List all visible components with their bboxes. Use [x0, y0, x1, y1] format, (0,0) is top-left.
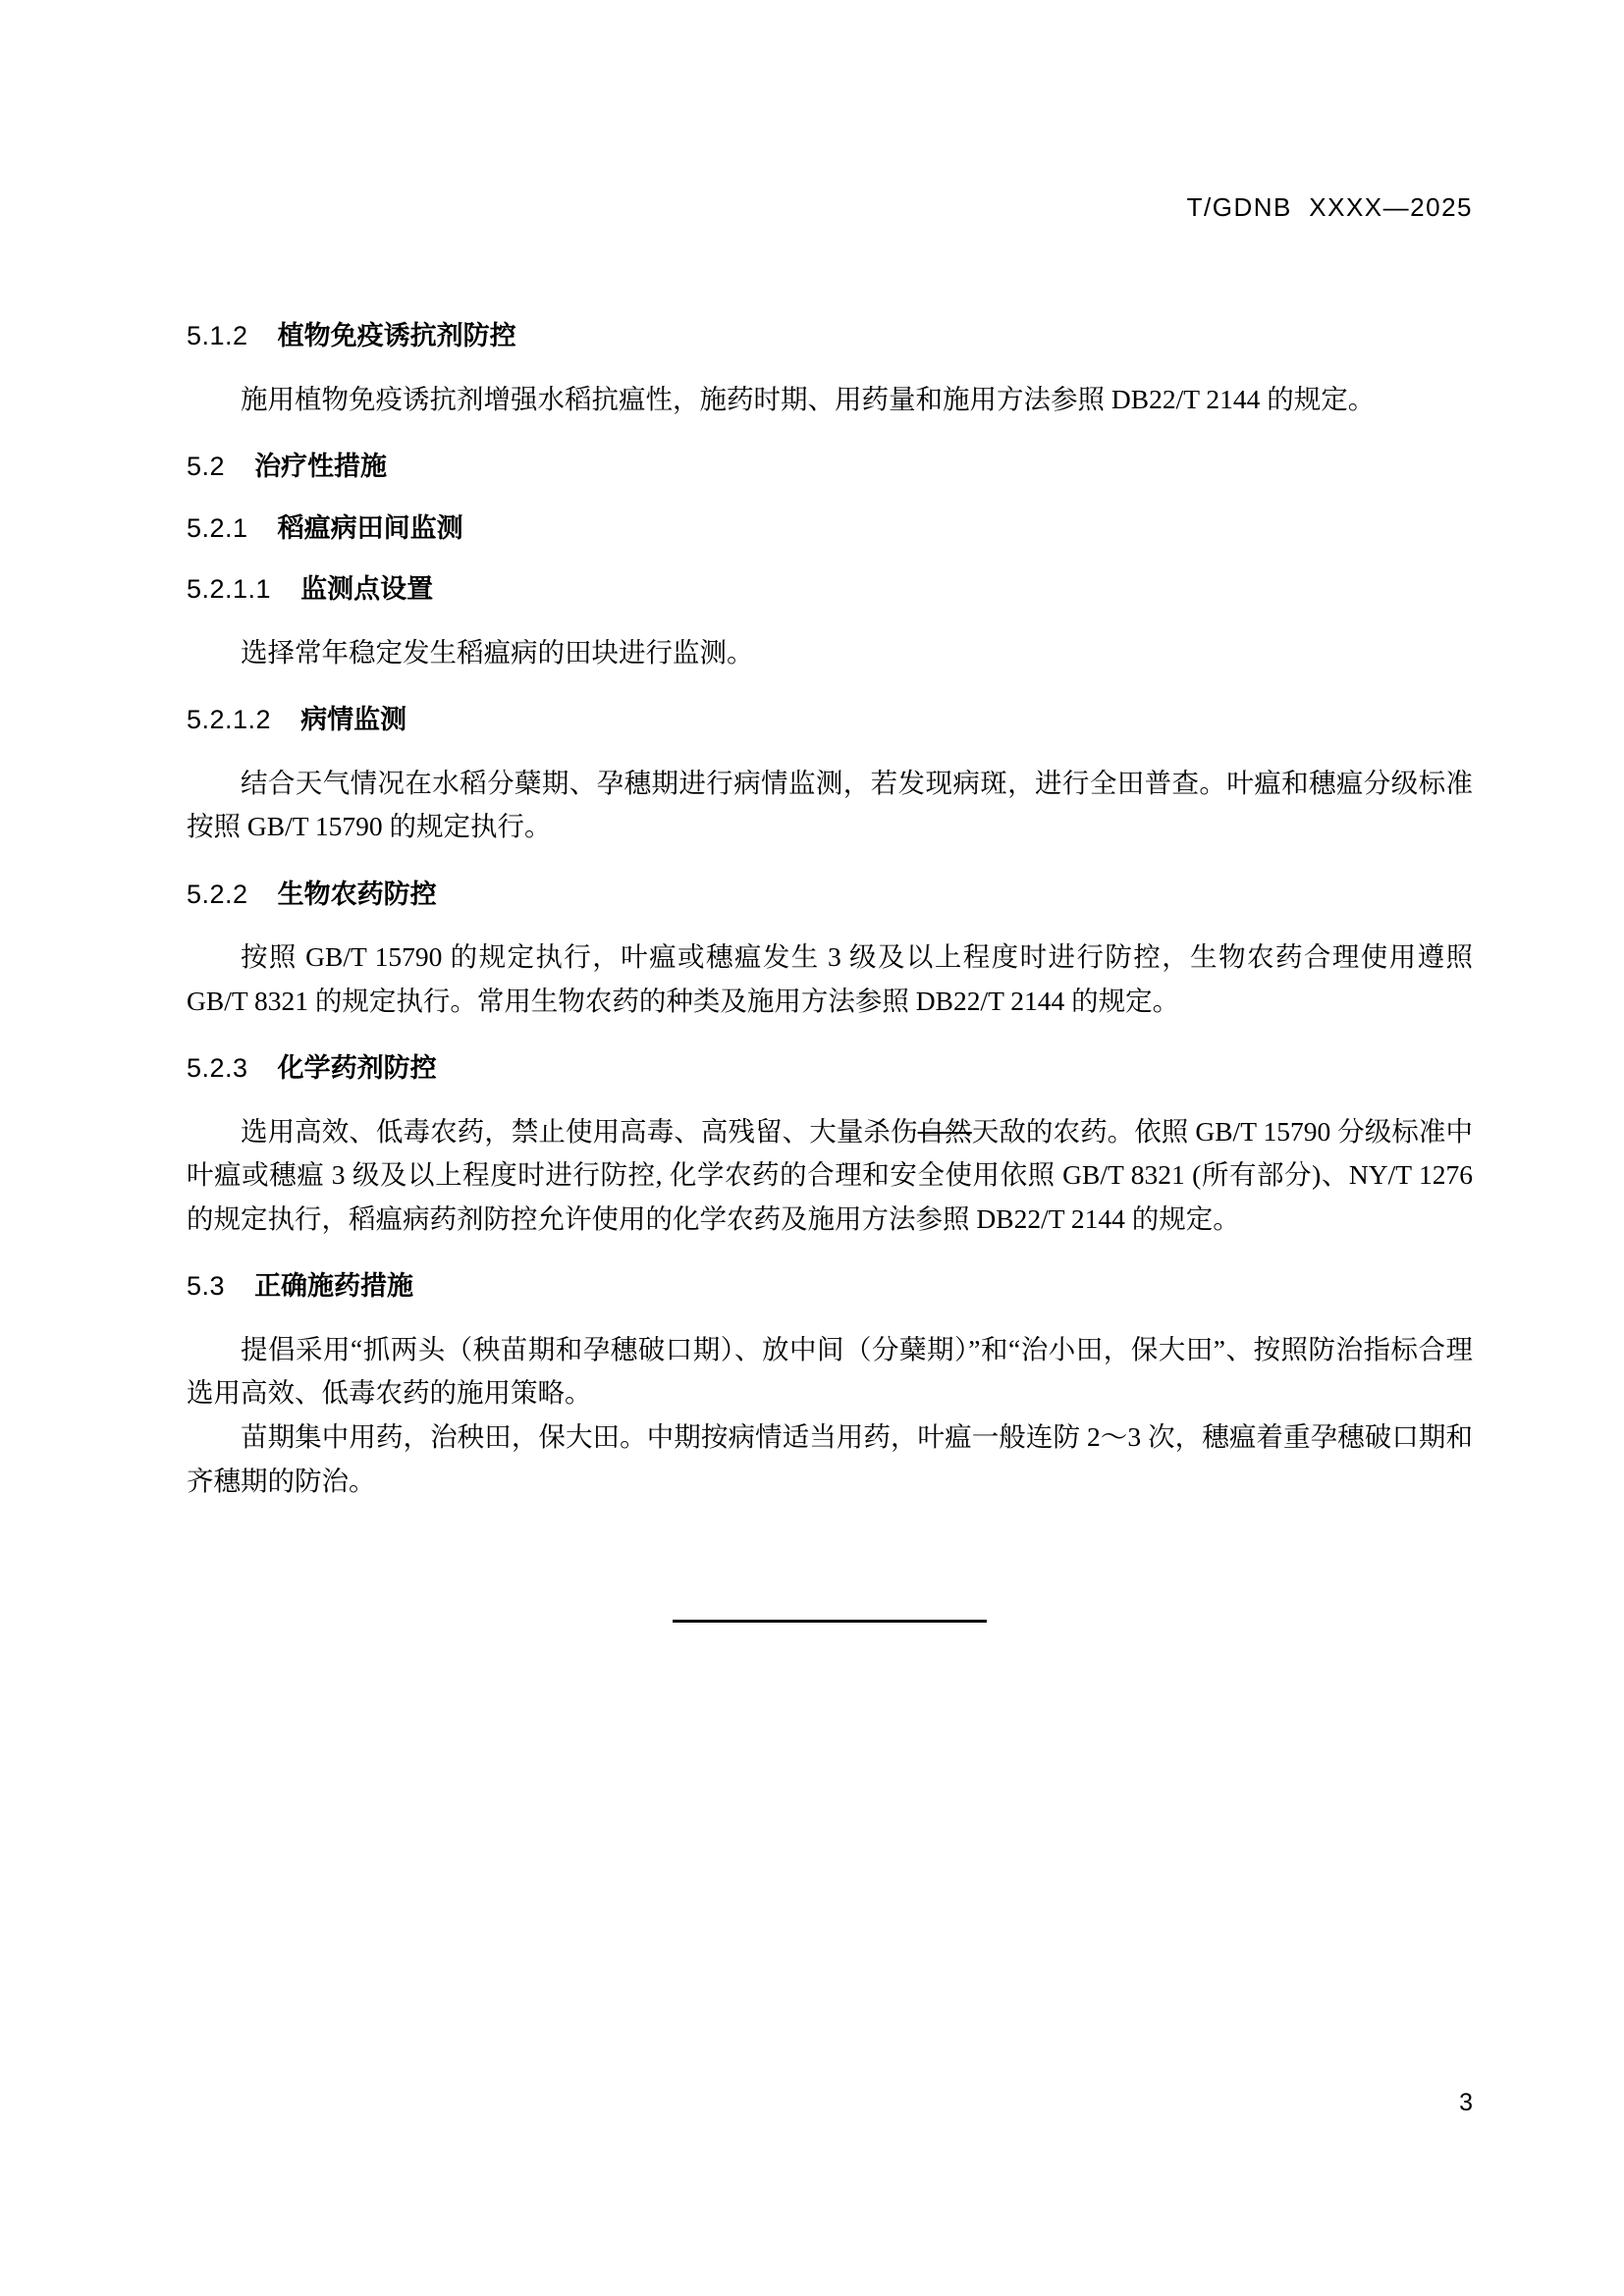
- heading-5-2-2: [187, 875, 1473, 915]
- heading-number-5-1-2: 5.1.2: [187, 321, 248, 350]
- heading-5-1-2: [187, 316, 1473, 356]
- heading-title-5-2: 治疗性措施: [254, 452, 388, 482]
- page-number: 3: [1459, 2089, 1473, 2116]
- paragraph-5-3-1: 提倡采用“抓两头（秧苗期和孕穗破口期）、放中间（分蘖期）”和“治小田，保大田”、按照防治指标合理选用高效、低毒农药的施用策略。: [187, 1333, 1473, 1409]
- heading-title-5-2-3: 化学药剂防控: [277, 1053, 437, 1084]
- heading-title-5-2-1-2: 病情监测: [300, 705, 407, 735]
- heading-5-2-1: [187, 508, 1473, 549]
- heading-5-2-3: [187, 1048, 1473, 1089]
- heading-5-2-1-1: [187, 569, 1473, 610]
- document-body: [187, 316, 1473, 1503]
- horizontal-rule: [673, 1620, 987, 1623]
- struck-text-ziran: 自然: [917, 1115, 972, 1147]
- end-of-document-rule: [187, 1610, 1473, 1628]
- paragraph-5-2-3-1: 选用高效、低毒农药，禁止使用高毒、高残留、大量杀伤自然天敌的农药。依照 GB/T 15790 分级标准中叶瘟或穗瘟 3 级及以上程度时进行防控, 化学农药的合理和安全使用依照 GB/T 8321 (所有部分)、NY/T 1276 的规定执行，稻瘟病药剂防控允许使用的化学农药及施用方法参照 DB22/T 2144 的规定。: [187, 1115, 1473, 1234]
- heading-title-5-2-1: 稻瘟病田间监测: [277, 512, 463, 543]
- heading-title-5-3: 正确施药措施: [254, 1271, 414, 1302]
- running-header-standard-code: T/GDNB XXXX—2025: [1186, 192, 1473, 222]
- paragraph-5-2-2-1: 按照 GB/T 15790 的规定执行，叶瘟或穗瘟发生 3 级及以上程度时进行防控，生物农药合理使用遵照 GB/T 8321 的规定执行。常用生物农药的种类及施用方法参照 DB22/T 2144 的规定。: [187, 941, 1473, 1016]
- heading-5-2: [187, 447, 1473, 487]
- heading-number-5-2-1: 5.2.1: [187, 512, 248, 543]
- heading-5-2-1-2: [187, 700, 1473, 740]
- heading-number-5-2-2: 5.2.2: [187, 879, 248, 909]
- paragraph-5-2-1-1-1: 选择常年稳定发生稻瘟病的田块进行监测。: [241, 636, 754, 667]
- heading-number-5-2-1-1: 5.2.1.1: [187, 574, 272, 605]
- heading-number-5-2: 5.2: [187, 452, 226, 482]
- heading-5-3: [187, 1266, 1473, 1307]
- heading-number-5-2-1-2: 5.2.1.2: [187, 705, 272, 735]
- heading-title-5-2-2: 生物农药防控: [277, 879, 437, 909]
- paragraph-5-2-1-2-1: 结合天气情况在水稻分蘖期、孕穗期进行病情监测，若发现病斑，进行全田普查。叶瘟和穗瘟分级标准按照 GB/T 15790 的规定执行。: [187, 767, 1473, 842]
- heading-number-5-3: 5.3: [187, 1271, 226, 1302]
- heading-title-5-1-2: 植物免疫诱抗剂防控: [277, 321, 516, 350]
- paragraph-5-1-2-1: 施用植物免疫诱抗剂增强水稻抗瘟性，施药时期、用药量和施用方法参照 DB22/T 2144 的规定。: [241, 383, 1376, 414]
- heading-number-5-2-3: 5.2.3: [187, 1053, 248, 1084]
- paragraph-5-3-2: 苗期集中用药，治秧田，保大田。中期按病情适当用药，叶瘟一般连防 2～3 次，穗瘟着重孕穗破口期和齐穗期的防治。: [187, 1421, 1473, 1496]
- heading-title-5-2-1-1: 监测点设置: [300, 574, 434, 605]
